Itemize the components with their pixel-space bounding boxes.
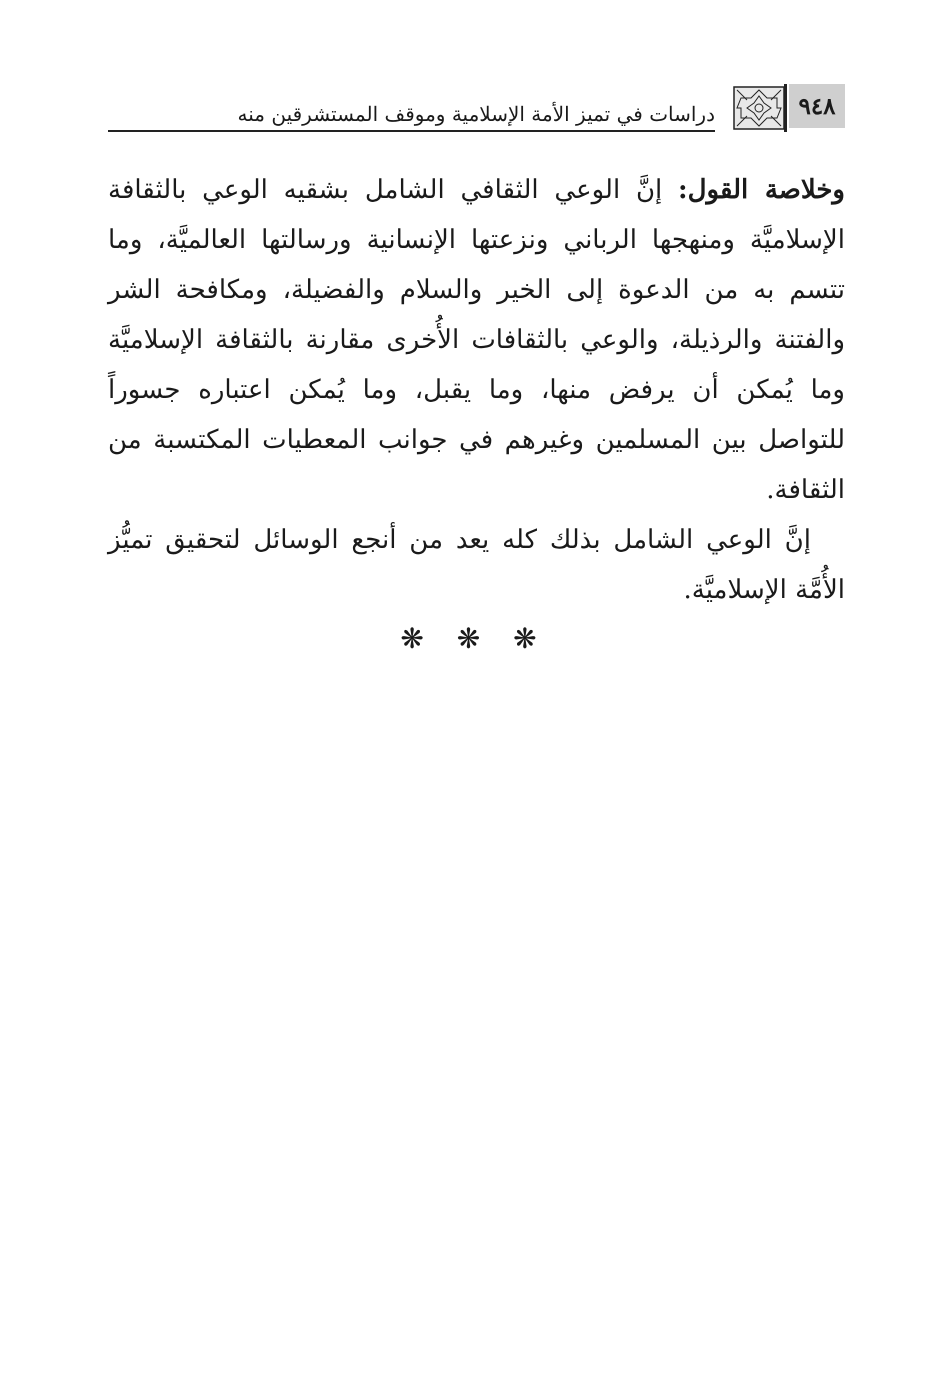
body-text <box>108 165 845 615</box>
page-header <box>108 80 845 132</box>
section-end-ornament: ❋ ❋ ❋ <box>400 622 549 655</box>
header-separator-bar <box>784 84 787 132</box>
page-number: ٩٤٨ <box>789 84 845 128</box>
running-title: دراسات في تميز الأمة الإسلامية وموقف المستشرقين منه <box>237 102 715 126</box>
geometric-ornament-icon <box>733 86 785 130</box>
paragraph-1 <box>108 165 845 515</box>
paragraph-lead: وخلاصة القول: <box>678 175 845 205</box>
paragraph-2: إنَّ الوعي الشامل بذلك كله يعد من أنجع الوسائل لتحقيق تميُّز الأُمَّة الإسلاميَّة. <box>108 525 845 605</box>
paragraph-1-text: إنَّ الوعي الثقافي الشامل بشقيه الوعي بالثقافة الإسلاميَّة ومنهجها الرباني ونزعتها الإنسانية ورسالتها العالميَّة، وما تتسم به من الدعوة إلى الخير والسلام والفضيلة، ومكافحة الشر والفتنة والرذيلة، والوعي بالثقافات الأُخرى مقارنة بالثقافة الإسلاميَّة وما يُمكن أن يرفض منها، وما يقبل، وما يُمكن اعتباره جسوراً للتواصل بين المسلمين وغيرهم في جوانب المعطيات المكتسبة من الثقافة. <box>108 175 845 505</box>
header-rule <box>108 130 715 132</box>
